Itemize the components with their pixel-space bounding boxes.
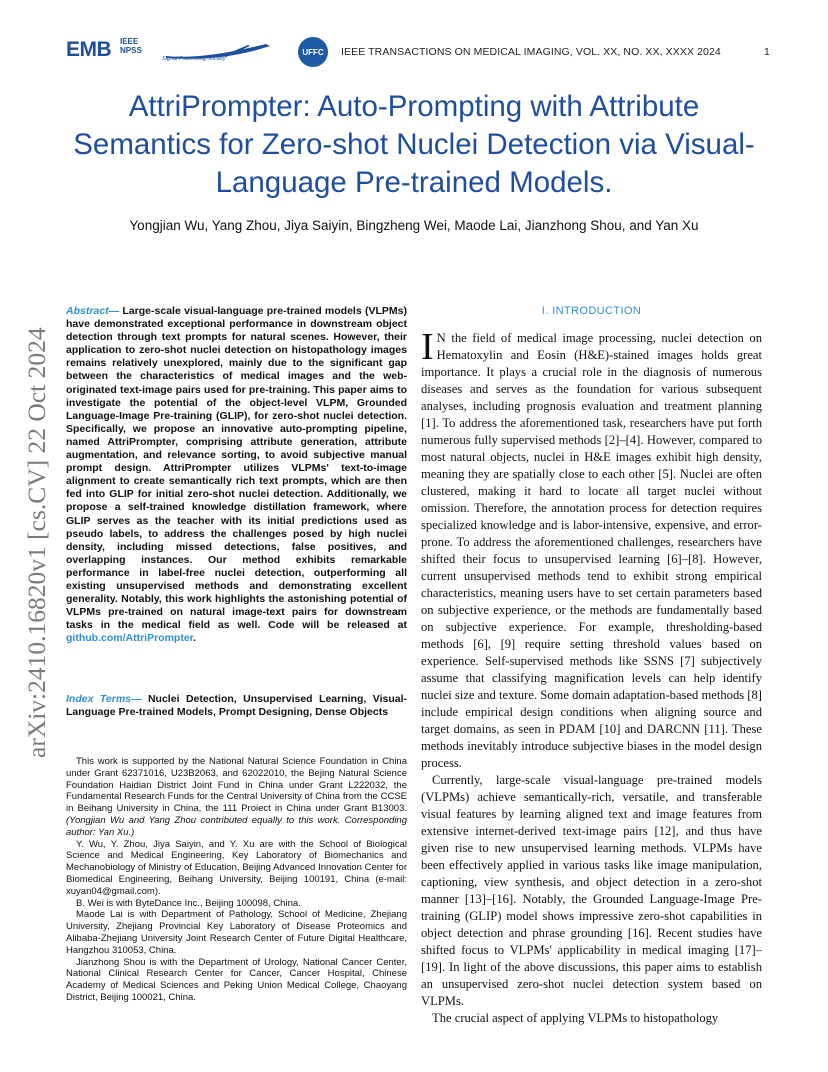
index-terms-body: Nuclei Detection, Unsupervised Learning, Visual-Language Pre-trained Models, Prompt Designing, Dense Objects xyxy=(66,693,407,719)
page-number: 1 xyxy=(764,46,770,58)
index-terms-lead: Index Terms— xyxy=(66,693,142,705)
npss-logo: IEEE NPSS xyxy=(120,37,142,55)
footnote-affiliation: Jianzhong Shou is with the Department of Urology, National Cancer Center, National Clinical Research Center for Cancer, Cancer Hospital, Chinese Academy of Medical Sciences and Peking Union Medical College, Chaoyang District, Beijing 100021, China. xyxy=(66,956,407,1003)
intro-paragraph: I N the field of medical image processing, nuclei detection on Hematoxylin and Eosin (H&E)-stained images holds great importance. It plays a crucial role in the diagnosis of numerous diseases and serves as the foundation for various subsequent analyses, including prognosis evaluation and treatment planning [1]. To address the aforementioned task, researchers have put forth numerous fully supervised methods [2]–[4]. However, compared to most natural objects, nuclei in H&E images exhibit high density, meaning they are spatially close to each other [5]. Nuclei are often clustered, making it hard to locate all target nuclei without omission. Therefore, the annotation process for detection requires specialized knowledge and is labor-intensive, expensive, and error-prone. To address the aforementioned challenges, researchers have shifted their focus to unsupervised learning [6]–[8]. However, current unsupervised methods tend to exhibit strong empirical characteristics, meaning users have to set certain parameters based on subjective experience, or the methods are fundamentally based on subjective experience. For example, thresholding-based methods [6], [9] require setting threshold values based on experience. Self-supervised methods like SSNS [7] subjectively assume that classifying magnification levels can help identify nuclei size and texture. Some domain adaptation-based methods [8] include empirical design conditions when aligning source and target domains, as seen in PDAM [10] and DARCNN [11]. These methods inevitably introduce subjective biases in the model design process. xyxy=(421,326,762,770)
drop-cap: I xyxy=(421,326,434,368)
intro-paragraph: The crucial aspect of applying VLPMs to histopathology xyxy=(432,1011,719,1025)
header-logos xyxy=(66,36,330,68)
journal-header: IEEE TRANSACTIONS ON MEDICAL IMAGING, VOL. XX, NO. XX, XXXX 2024 xyxy=(341,46,721,58)
footnote-affiliation: B. Wei is with ByteDance Inc., Beijing 100098, China. xyxy=(76,897,301,909)
sps-logo-text: Signal Processing Society xyxy=(162,56,226,62)
index-terms xyxy=(66,693,407,719)
uffc-logo: UFFC xyxy=(298,37,328,67)
emb-logo: EMB xyxy=(66,38,112,61)
arxiv-stamp: arXiv:2410.16820v1 [cs.CV] 22 Oct 2024 xyxy=(22,327,51,758)
paper-title: AttriPrompter: Auto-Prompting with Attribute Semantics for Zero-shot Nuclei Detection via Visual-Language Pre-trained Models. xyxy=(73,90,755,199)
footnote-funding: This work is supported by the National Natural Science Foundation in China under Grant 62371016, U23B2063, and 62022010, the Bejing Natural Science Foundation Haidian District Joint Fund in China under Grant L222032, the Fundamental Research Funds for the Central University of China from the CCSE in Beihang University in China, the 111 Proiect in China under Grant B13003. (Yongjian Wu and Yang Zhou contributed equally to this work. Corresponding author: Yan Xu.) xyxy=(66,756,407,838)
abstract-body: Large-scale visual-language pre-trained models (VLPMs) have demonstrated exceptional performance in downstream object detection through text prompts for natural scenes. However, their application to zero-shot nuclei detection on histopathology images remains relatively unexplored, mainly due to the significant gap between the characteristics of medical images and the web-originated text-image pairs used for pre-training. This paper aims to investigate the potential of the object-level VLPM, Grounded Language-Image Pre-training (GLIP), for zero-shot nuclei detection. Specifically, we propose an innovative auto-prompting pipeline, named AttriPrompter, comprising attribute generation, attribute augmentation, and relevance sorting, to avoid subjective manual prompt design. AttriPrompter utilizes VLPMs' text-to-image alignment to create semantically rich text prompts, which are then fed into GLIP for initial zero-shot nuclei detection. Additionally, we propose a self-trained knowledge distillation framework, where GLIP serves as the teacher with its initial predictions used as pseudo labels, to address the challenges posed by high nuclei density, including missed detections, false positives, and overlapping instances. Our method exhibits remarkable performance in label-free nuclei detection, outperforming all existing unsupervised methods and demonstrating excellent generality. Notably, this work highlights the astonishing potential of VLPMs pre-trained on natural image-text pairs for downstream tasks in the medical field as well. Code will be released at xyxy=(66,305,407,632)
intro-paragraph: Currently, large-scale visual-language pre-trained models (VLPMs) achieve semantically-rich, versatile, and transferable visual features by learning aligned text and image features from extensive internet-derived text-image pairs [12], and thus have given rise to new unsupervised learning methods. VLPMs have been effectively applied in various tasks like image manipulation, captioning, view synthesis, and object detection in a zero-shot manner [13]–[16]. Notably, the Grounded Language-Image Pre-training (GLIP) model shows impressive zero-shot capabilities in object detection and phrase grounding [16]. Recent studies have shifted focus to VLPMs' applicability in medical imaging [17]–[19]. In light of the above discussions, this paper aims to establish an unsupervised zero-shot nuclei detection system based on VLPMs. xyxy=(421,773,762,1008)
footnote-affiliation: Maode Lai is with Department of Pathology, School of Medicine, Zhejiang University, Zhejiang Provincial Key Laboratory of Disease Proteomics and Alibaba-Zhejiang University Joint Research Center of Future Digital Healthcare, Hangzhou 310053, China. xyxy=(66,909,407,956)
code-link[interactable]: github.com/AttriPrompter xyxy=(66,632,194,645)
introduction-body xyxy=(421,326,762,1027)
section-heading: I. INTRODUCTION xyxy=(541,305,642,317)
author-list: Yongjian Wu, Yang Zhou, Jiya Saiyin, Bingzheng Wei, Maode Lai, Jianzhong Shou, and Yan Xu xyxy=(129,218,699,233)
affiliation-footnotes xyxy=(66,756,407,1004)
abstract-lead: Abstract— xyxy=(66,305,120,317)
footnote-affiliation: Y. Wu, Y. Zhou, Jiya Saiyin, and Y. Xu are with the School of Biological Science and Medical Engineering, Key Laboratory of Biomechanics and Mechanobiology of Ministry of Education, Beijing Advanced Innovation Center for Biomedical Engineering, Beihang University, Beijing 100191, China (e-mail: xuyan04@gmail.com). xyxy=(66,838,407,897)
abstract: Abstract— Large-scale visual-language pre-trained models (VLPMs) have demonstrated exceptional performance in downstream object detection through text prompts for natural scenes. However, their application to zero-shot nuclei detection on histopathology images remains relatively unexplored, mainly due to the significant gap between the characteristics of medical images and the web-originated text-image pairs used for pre-training. This paper aims to investigate the potential of the object-level VLPM, Grounded Language-Image Pre-training (GLIP), for zero-shot nuclei detection. Specifically, we propose an innovative auto-prompting pipeline, named AttriPrompter, comprising attribute generation, attribute augmentation, and relevance sorting, to avoid subjective manual prompt design. AttriPrompter utilizes VLPMs' text-to-image alignment to create semantically rich text prompts, which are then fed into GLIP for initial zero-shot nuclei detection. Additionally, we propose a self-trained knowledge distillation framework, where GLIP serves as the teacher with its initial predictions used as pseudo labels, to address the challenges posed by high nuclei density, including missed detections, false positives, and overlapping instances. Our method exhibits remarkable performance in label-free nuclei detection, outperforming all existing unsupervised methods and demonstrating excellent generality. Notably, this work highlights the astonishing potential of VLPMs pre-trained on natural image-text pairs for downstream tasks in the medical field as well. Code will be released at github.com/AttriPrompter. xyxy=(66,305,407,645)
